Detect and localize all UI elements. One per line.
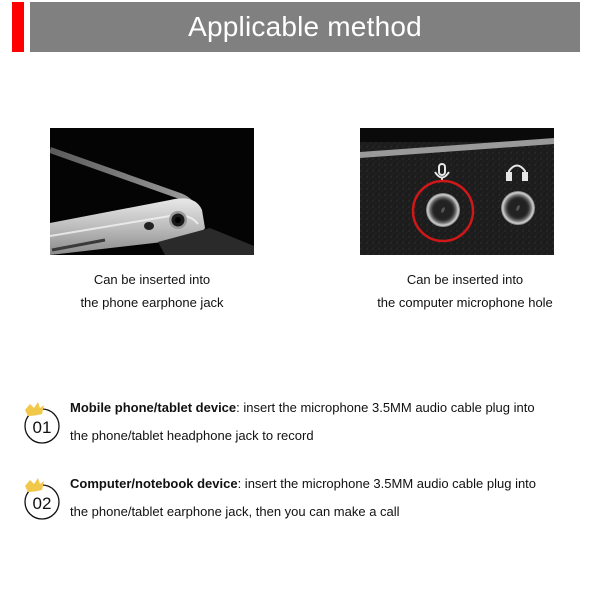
step-01-title: Mobile phone/tablet device xyxy=(70,400,237,415)
phone-caption-line1: Can be inserted into xyxy=(93,272,211,287)
phone-earphone-jack-photo xyxy=(50,128,254,255)
step-02-line1: : insert the microphone 3.5MM audio cable plug into xyxy=(237,476,537,491)
step-badge-02 xyxy=(20,478,62,520)
computer-caption-line1: Can be inserted into xyxy=(406,272,524,287)
step-01-line1: : insert the microphone 3.5MM audio cable plug into xyxy=(236,400,535,415)
step-02-text xyxy=(70,470,600,526)
phone-caption xyxy=(22,268,282,314)
step-02 xyxy=(18,466,598,526)
computer-caption-line2: the computer microphone hole xyxy=(377,295,553,310)
step-number: 02 xyxy=(32,494,52,513)
step-02-title: Computer/notebook device xyxy=(70,476,238,491)
phone-illustration xyxy=(50,128,254,255)
phone-caption-line2: the phone earphone jack xyxy=(80,295,224,310)
crown-icon xyxy=(25,478,44,492)
computer-ports-illustration xyxy=(360,128,554,255)
page-title: Applicable method xyxy=(188,11,422,42)
header-accent-bar xyxy=(12,2,24,52)
step-number: 01 xyxy=(32,418,52,437)
crown-icon xyxy=(25,402,44,416)
computer-microphone-hole-photo xyxy=(360,128,554,255)
step-01-text xyxy=(70,394,600,450)
step-01-line2: the phone/tablet headphone jack to record xyxy=(70,428,314,443)
step-01 xyxy=(18,390,598,450)
header-title-bar xyxy=(30,2,580,52)
step-02-line2: the phone/tablet earphone jack, then you can make a call xyxy=(70,504,400,519)
step-badge-01 xyxy=(20,402,62,444)
computer-caption xyxy=(335,268,595,314)
